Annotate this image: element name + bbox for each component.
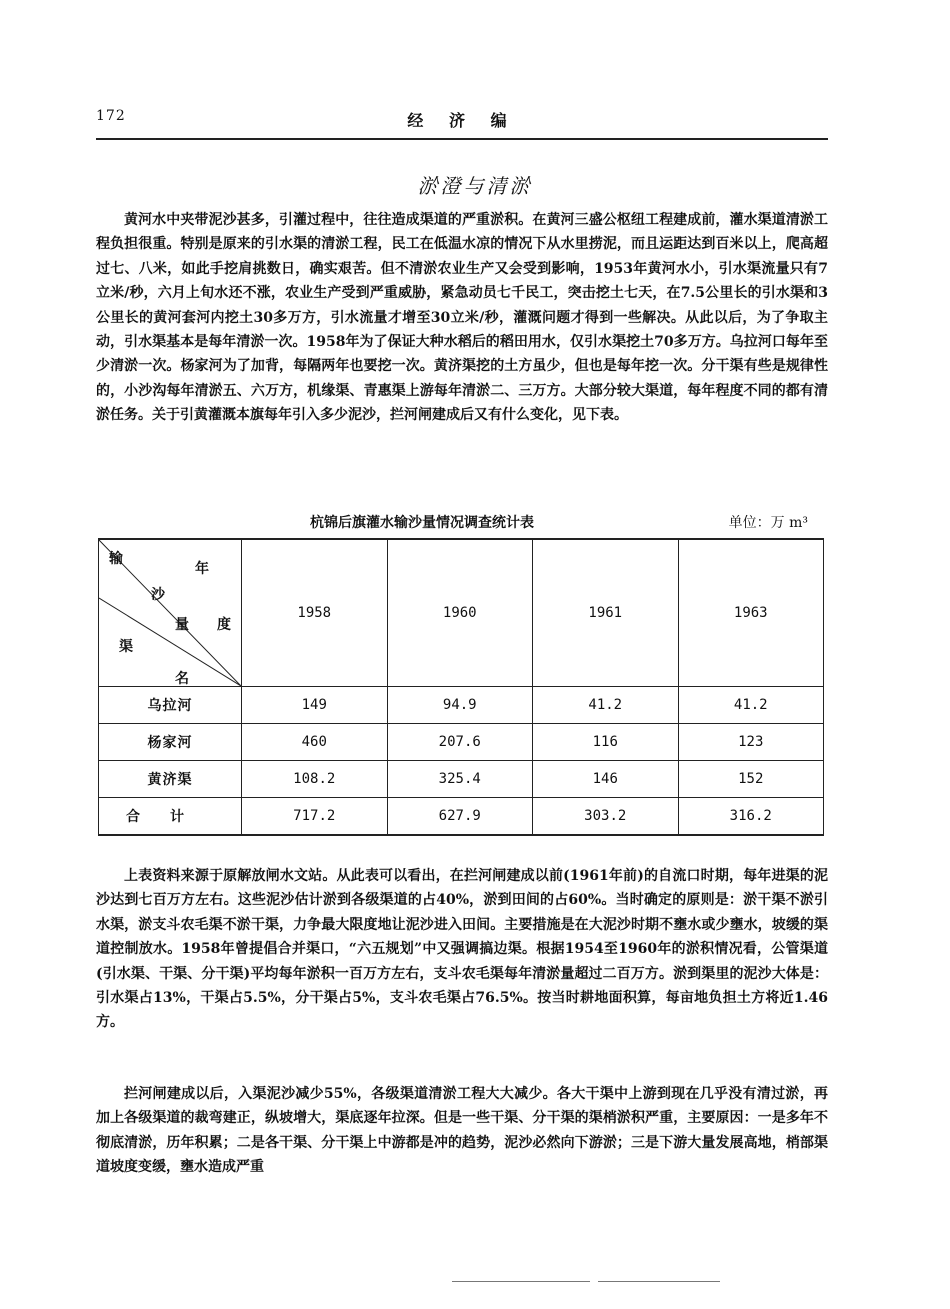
table-cell: 146 [533,761,679,798]
year-header-1960: 1960 [387,539,533,687]
paragraph-source-analysis: 上表资料来源于原解放闸水文站。从此表可以看出，在拦河闸建成以前(1961年前)的自流口时期，每年进渠的泥沙达到七百万方左右。这些泥沙估计淤到各级渠道的占40%，淤到田间的占60%。当时确定的原则是：淤干渠不淤引水渠，淤支斗农毛渠不淤干渠，力争最大限度地让泥沙进入田间。主要措施是在大泥沙时期不壅水或少壅水，坡缓的渠道控制放水。1958年曾提倡合并渠口，“六五规划”中又强调搞边渠。根据1954至1960年的淤积情况看，公管渠道(引水渠、干渠、分干渠)平均每年淤积一百万方左右，支斗农毛渠每年清淤量超过二百万方。淤到渠里的泥沙大体是：引水渠占13%，干渠占5.5%，分干渠占5%，支斗农毛渠占76.5%。按当时耕地面积算，每亩地负担土方将近1.46方。 [96,868,828,1031]
table-cell: 116 [533,724,679,761]
scan-artifact-line [452,1281,590,1282]
table-cell: 207.6 [387,724,533,761]
corner-label-ming: 名 [175,671,189,687]
year-header-1958: 1958 [242,539,388,687]
table-cell: 152 [678,761,824,798]
corner-label-du: 度 [217,617,231,633]
paragraph-after-dam: 拦河闸建成以后，入渠泥沙减少55%，各级渠道清淤工程大大减少。各大干渠中上游到现在几乎没有清过淤，再加上各级渠道的裁弯建正，纵坡增大，渠底逐年拉深。但是一些干渠、分干渠的渠梢淤积严重，主要原因：一是多年不彻底清淤，历年积累；二是各干渠、分干渠上中游都是冲的趋势，泥沙必然向下游淤；三是下游大量发展高地，梢部渠道坡度变缓，壅水造成严重 [96,1086,828,1176]
row-label-yangjiahe: 杨家河 [99,724,242,761]
running-title: 经 济 编 [407,111,517,130]
table-cell: 41.2 [533,687,679,724]
table-cell: 325.4 [387,761,533,798]
year-header-1961: 1961 [533,539,679,687]
table-cell: 316.2 [678,798,824,836]
table-total-row [99,798,824,836]
table-cell: 460 [242,724,388,761]
section-title: 淤澄与清淤 [417,174,533,198]
page-header [96,108,828,140]
table-cell: 108.2 [242,761,388,798]
corner-label-nian: 年 [195,561,209,577]
row-label-total: 合计 [99,798,242,836]
table-caption [96,512,828,534]
table-corner-cell [99,539,242,687]
table-cell: 303.2 [533,798,679,836]
table-cell: 717.2 [242,798,388,836]
year-header-1963: 1963 [678,539,824,687]
table-row [99,724,824,761]
table-cell: 41.2 [678,687,824,724]
table-unit: 单位：万 m³ [728,515,808,531]
table-cell: 94.9 [387,687,533,724]
table-header-row [99,539,824,687]
corner-label-shu: 输 [109,551,123,567]
sediment-table [98,538,824,836]
scan-artifact-line [598,1281,720,1282]
table-title: 杭锦后旗灌水输沙量情况调查统计表 [310,515,534,531]
table-cell: 123 [678,724,824,761]
table-cell: 627.9 [387,798,533,836]
page-number: 172 [96,108,126,124]
corner-label-qu: 渠 [119,639,133,655]
paragraph-intro: 黄河水中夹带泥沙甚多，引灌过程中，往往造成渠道的严重淤积。在黄河三盛公枢纽工程建成前，灌水渠道清淤工程负担很重。特别是原来的引水渠的清淤工程，民工在低温水凉的情况下从水里捞泥，而且运距达到百米以上，爬高超过七、八米，如此手挖肩挑数日，确实艰苦。但不清淤农业生产又会受到影响，1953年黄河水小，引水渠流量只有7立米/秒，六月上旬水还不涨，农业生产受到严重威胁，紧急动员七千民工，突击挖土七天，在7.5公里长的引水渠和3公里长的黄河套河内挖土30多万方，引水流量才增至30立米/秒，灌溉问题才得到一些解决。从此以后，为了争取主动，引水渠基本是每年清淤一次。1958年为了保证大种水稻后的稻田用水，仅引水渠挖土70多万方。乌拉河口每年至少清淤一次。杨家河为了加背，每隔两年也要挖一次。黄济渠挖的土方虽少，但也是每年挖一次。分干渠有些是规律性的，小沙沟每年清淤五、六万方，机缘渠、青惠渠上游每年清淤二、三万方。大部分较大渠道，每年程度不同的都有清淤任务。关于引黄灌溉本旗每年引入多少泥沙，拦河闸建成后又有什么变化，见下表。 [96,212,828,424]
corner-label-sha: 沙 [151,587,165,603]
row-label-huangjiqu: 黄济渠 [99,761,242,798]
corner-label-liang: 量 [175,617,189,633]
table-row [99,687,824,724]
row-label-wulahe: 乌拉河 [99,687,242,724]
table-cell: 149 [242,687,388,724]
table-row [99,761,824,798]
